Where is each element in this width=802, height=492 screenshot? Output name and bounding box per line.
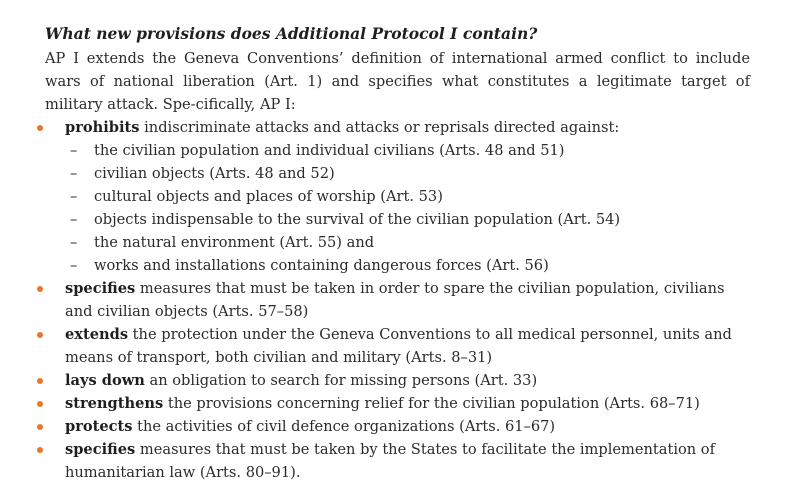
sub-item-text: works and installations containing dangerous forces (Art. 56) <box>94 257 549 274</box>
item-text: the provisions concerning relief for the civilian population (Arts. 68–71) <box>163 395 700 412</box>
item-lead: specifies <box>65 441 136 458</box>
sub-list-item <box>0 231 802 254</box>
bullet-icon <box>37 447 43 453</box>
dash-marker: – <box>70 188 78 205</box>
item-lead: specifies <box>65 280 136 297</box>
item-lead: strengthens <box>65 395 164 412</box>
sub-item-text: the natural environment (Art. 55) and <box>94 234 375 251</box>
bullet-icon <box>37 424 43 430</box>
list-item <box>0 369 735 392</box>
bullet-icon <box>37 378 43 384</box>
dash-marker: – <box>70 142 78 159</box>
dash-marker: – <box>70 211 78 228</box>
list-item <box>0 277 735 323</box>
sub-list-item <box>0 185 802 208</box>
item-text: the activities of civil defence organizations (Arts. 61–67) <box>132 418 556 435</box>
sub-item-text: the civilian population and individual civilians (Arts. 48 and 51) <box>94 142 565 159</box>
bullet-icon <box>37 125 43 131</box>
item-lead: lays down <box>65 372 145 389</box>
bullet-icon <box>37 401 43 407</box>
list-item <box>0 392 735 415</box>
intro-paragraph: AP I extends the Geneva Conventions’ definition of international armed conflict to include wars of national liberation (Art. 1) and specifies what constitutes a legitimate target of military attack. Spe-cifically, AP I: <box>45 50 750 113</box>
item-lead: extends <box>65 326 129 343</box>
list-item <box>0 438 735 484</box>
item-text: measures that must be taken in order to spare the civilian population, civilians and civilian objects (Arts. 57–58) <box>65 280 725 320</box>
provisions-list <box>0 116 802 484</box>
sub-list-item <box>0 208 802 231</box>
item-lead: protects <box>65 418 133 435</box>
list-item <box>0 323 735 369</box>
item-text: the protection under the Geneva Conventions to all medical personnel, units and means of transport, both civilian and military (Arts. 8–31) <box>65 326 732 366</box>
item-text: indiscriminate attacks and attacks or reprisals directed against: <box>139 119 620 136</box>
dash-marker: – <box>70 257 78 274</box>
sub-item-text: cultural objects and places of worship (Art. 53) <box>94 188 443 205</box>
dash-marker: – <box>70 165 78 182</box>
item-lead: prohibits <box>65 119 140 136</box>
sub-list-item <box>0 254 802 277</box>
item-text: an obligation to search for missing persons (Art. 33) <box>144 372 538 389</box>
sub-item-text: civilian objects (Arts. 48 and 52) <box>94 165 335 182</box>
bullet-icon <box>37 332 43 338</box>
list-item <box>0 415 735 438</box>
dash-marker: – <box>70 234 78 251</box>
section-heading: What new provisions does Additional Protocol I contain? <box>45 24 538 43</box>
sub-item-text: objects indispensable to the survival of the civilian population (Art. 54) <box>94 211 621 228</box>
bullet-icon <box>37 286 43 292</box>
item-text: measures that must be taken by the States to facilitate the implementation of humanitarian law (Arts. 80–91). <box>65 441 715 481</box>
list-item <box>0 116 735 139</box>
sub-list-item <box>0 139 802 162</box>
sub-list-item <box>0 162 802 185</box>
